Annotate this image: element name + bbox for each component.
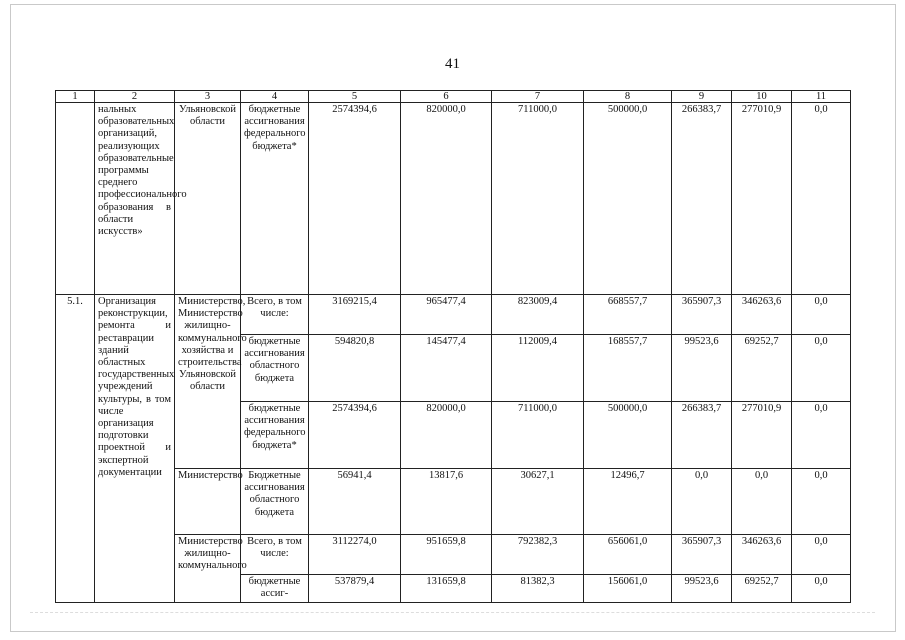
funding-source: бюджетные ассигнования федерального бюджета* — [241, 103, 309, 295]
table-row — [56, 295, 851, 335]
value-cell: 145477,4 — [401, 335, 492, 402]
funding-source: бюджетные ассигнования федерального бюджета* — [241, 402, 309, 469]
funding-source: Бюджетные ассигнования областного бюджета — [241, 469, 309, 535]
value-cell: 500000,0 — [584, 402, 672, 469]
column-header: 9 — [672, 91, 732, 103]
column-header: 5 — [309, 91, 401, 103]
page-edge-line — [30, 612, 875, 613]
value-cell: 156061,0 — [584, 575, 672, 603]
value-cell: 266383,7 — [672, 402, 732, 469]
value-cell: 277010,9 — [732, 402, 792, 469]
value-cell: 820000,0 — [401, 103, 492, 295]
value-cell: 820000,0 — [401, 402, 492, 469]
funding-source: бюджетные ассиг- — [241, 575, 309, 603]
column-header: 4 — [241, 91, 309, 103]
funding-source: бюджетные ассигнования областного бюджета — [241, 335, 309, 402]
funding-source: Всего, в том числе: — [241, 295, 309, 335]
value-cell: 792382,3 — [492, 535, 584, 575]
value-cell: 30627,1 — [492, 469, 584, 535]
value-cell: 0,0 — [792, 402, 851, 469]
column-header: 7 — [492, 91, 584, 103]
column-header: 3 — [175, 91, 241, 103]
value-cell: 0,0 — [732, 469, 792, 535]
row-index — [56, 103, 95, 295]
value-cell: 2574394,6 — [309, 103, 401, 295]
table-row — [56, 535, 851, 575]
value-cell: 112009,4 — [492, 335, 584, 402]
value-cell: 537879,4 — [309, 575, 401, 603]
value-cell: 0,0 — [792, 295, 851, 335]
column-header: 2 — [95, 91, 175, 103]
value-cell: 99523,6 — [672, 335, 732, 402]
value-cell: 346263,6 — [732, 295, 792, 335]
value-cell: 668557,7 — [584, 295, 672, 335]
value-cell: 500000,0 — [584, 103, 672, 295]
executor: Министерство жилищно-коммунального — [175, 535, 241, 603]
event-name: Организация реконструкции, ремонта и реставрации зданий областных государственных учреждений культуры, в том числе организация подготовки проектной и экспертной документации — [95, 295, 175, 603]
value-cell: 266383,7 — [672, 103, 732, 295]
value-cell: 346263,6 — [732, 535, 792, 575]
budget-table — [55, 90, 851, 603]
value-cell: 12496,7 — [584, 469, 672, 535]
value-cell: 594820,8 — [309, 335, 401, 402]
value-cell: 0,0 — [792, 103, 851, 295]
executor: Министерство — [175, 469, 241, 535]
header-row — [56, 91, 851, 103]
column-header: 1 — [56, 91, 95, 103]
column-header: 6 — [401, 91, 492, 103]
value-cell: 99523,6 — [672, 575, 732, 603]
executor: Ульяновской области — [175, 103, 241, 295]
value-cell: 365907,3 — [672, 535, 732, 575]
column-header: 10 — [732, 91, 792, 103]
event-name: нальных образовательных организаций, реализующих образовательные программы среднего профессионального образования в области искусств» — [95, 103, 175, 295]
value-cell: 69252,7 — [732, 575, 792, 603]
executor: Министерство, Министерство жилищно-коммунального хозяйства и строительства Ульяновской области — [175, 295, 241, 469]
funding-source: Всего, в том числе: — [241, 535, 309, 575]
value-cell: 0,0 — [792, 335, 851, 402]
value-cell: 13817,6 — [401, 469, 492, 535]
value-cell: 823009,4 — [492, 295, 584, 335]
value-cell: 69252,7 — [732, 335, 792, 402]
value-cell: 168557,7 — [584, 335, 672, 402]
value-cell: 56941,4 — [309, 469, 401, 535]
value-cell: 3112274,0 — [309, 535, 401, 575]
value-cell: 3169215,4 — [309, 295, 401, 335]
value-cell: 0,0 — [792, 535, 851, 575]
value-cell: 951659,8 — [401, 535, 492, 575]
table-row — [56, 103, 851, 295]
table-row — [56, 469, 851, 535]
value-cell: 365907,3 — [672, 295, 732, 335]
value-cell: 2574394,6 — [309, 402, 401, 469]
value-cell: 965477,4 — [401, 295, 492, 335]
value-cell: 711000,0 — [492, 402, 584, 469]
value-cell: 131659,8 — [401, 575, 492, 603]
page-number: 41 — [445, 56, 460, 72]
column-header: 11 — [792, 91, 851, 103]
value-cell: 277010,9 — [732, 103, 792, 295]
value-cell: 0,0 — [672, 469, 732, 535]
row-index: 5.1. — [56, 295, 95, 603]
value-cell: 81382,3 — [492, 575, 584, 603]
value-cell: 656061,0 — [584, 535, 672, 575]
value-cell: 0,0 — [792, 575, 851, 603]
column-header: 8 — [584, 91, 672, 103]
value-cell: 0,0 — [792, 469, 851, 535]
value-cell: 711000,0 — [492, 103, 584, 295]
